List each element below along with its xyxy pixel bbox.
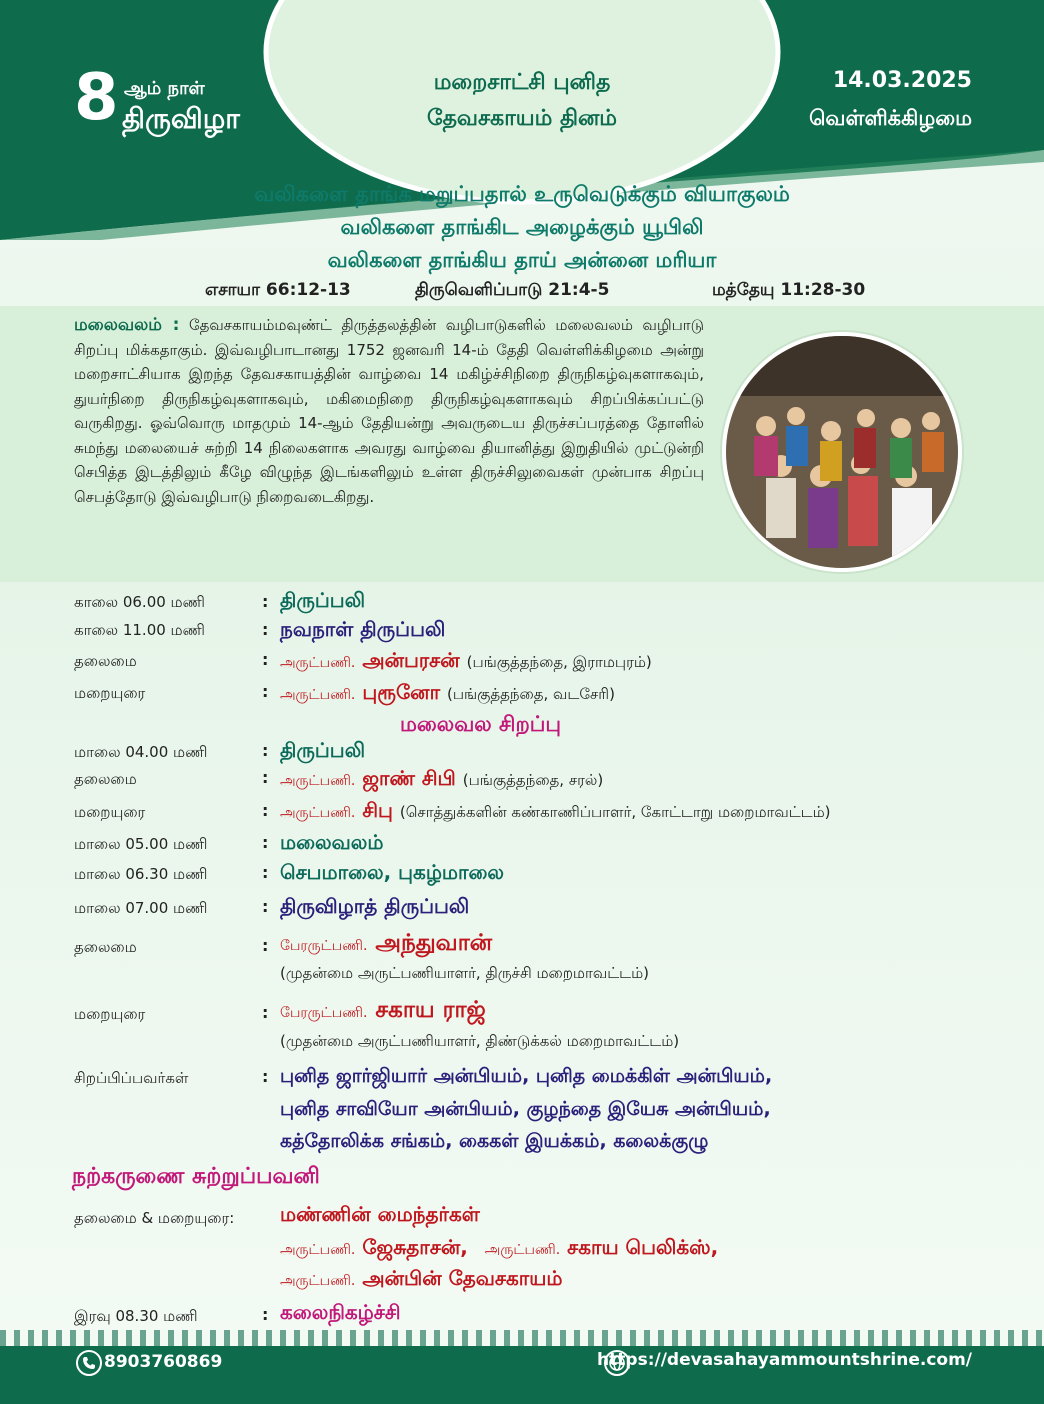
schedule-time: காலை 11.00 மணி [74,621,205,639]
clergy-name: சிபு [362,798,393,822]
role-label: மறையுரை [74,684,146,702]
phone-icon [76,1350,102,1376]
participants-line: கத்தோலிக்க சங்கம், கைகள் இயக்கம், கலைக்குழு [280,1130,709,1152]
schedule-time: மாலை 05.00 மணி [74,835,208,853]
phone-number[interactable]: 8903760869 [104,1352,223,1372]
colon: : [262,1067,269,1086]
schedule-time: மாலை 07.00 மணி [74,899,208,917]
celebrants-group: மண்ணின் மைந்தர்கள் [280,1202,480,1226]
scripture-ref-1: எசாயா 66:12-13 [205,280,351,300]
clergy-name: புரூனோ [362,680,441,704]
participants-line: புனித ஜார்ஜியார் அன்பியம், புனித மைக்கிள் அன்பியம், [280,1065,773,1087]
celebrant-entry [280,648,652,675]
clergy-name: அந்துவான் [375,930,493,956]
clergy-name: அன்பின் தேவசகாயம் [362,1266,563,1290]
role-label: தலைமை & மறையுரை: [74,1209,235,1227]
day-suffix: ஆம் நாள் [124,78,205,99]
colon: : [262,650,269,669]
intro-paragraph [74,313,704,509]
eucharistic-procession-heading: நற்கருணை சுற்றுப்பவனி [72,1164,320,1189]
clergy-title: அருட்பணி. [280,655,356,671]
colon: : [262,863,269,882]
footer-divider [0,1330,1044,1346]
clergy-title: அருட்பணி. [280,773,356,789]
website-link[interactable]: https://devasahayammountshrine.com/ [597,1350,972,1370]
festival-title: திருவிழா [122,102,240,135]
colon: : [262,592,269,611]
colon: : [262,620,269,639]
clergy-note: (முதன்மை அருட்பணியாளர், திண்டுக்கல் மறைமாவட்டம்) [280,1032,680,1050]
clergy-title: அருட்பணி. [280,1242,356,1258]
schedule-event: நவநாள் திருப்பலி [280,617,446,641]
role-label: தலைமை [74,770,137,788]
clergy-note: (சொத்துக்களின் கண்காணிப்பாளர், கோட்டாறு மறைமாவட்டம்) [399,803,831,821]
clergy-title: அருட்பணி. [280,805,356,821]
role-label: தலைமை [74,938,137,956]
theme-line3: வலிகளை தாங்கிய தாய் அன்னை மரியா [327,248,717,272]
schedule-time: மாலை 06.30 மணி [74,865,208,883]
colon: : [262,768,269,787]
celebrant-entry [280,1266,563,1293]
clergy-note: (பங்குத்தந்தை, வடசேரி) [447,685,615,703]
clergy-note: (பங்குத்தந்தை, இராமபுரம்) [466,653,652,671]
clergy-note: (பங்குத்தந்தை, சரல்) [462,771,604,789]
clergy-title: அருட்பணி. [280,687,356,703]
day-number: 8 [74,61,119,135]
theme-line1: வலிகளை தாங்க மறுப்பதால் உருவெடுக்கும் வியாகுலம் [254,182,790,206]
schedule-time: இரவு 08.30 மணி [74,1307,198,1325]
clergy-note: (முதன்மை அருட்பணியாளர், திருச்சி மறைமாவட்டம்) [280,964,649,982]
celebrant-entry [280,930,492,959]
role-label: மறையுரை [74,1005,146,1023]
colon: : [262,682,269,701]
clergy-name: ஜாண் சிபி [362,766,456,790]
role-label: மறையுரை [74,803,146,821]
special-section-heading: மலைவல சிறப்பு [400,712,562,736]
event-date: 14.03.2025 [832,68,972,93]
colon: : [262,1305,269,1324]
clergy-title: பேரருட்பணி. [280,938,368,954]
role-label: சிறப்பிப்பவர்கள் [74,1069,189,1087]
colon: : [262,741,269,760]
saint-title-line1: மறைசாட்சி புனித [433,70,611,95]
schedule-event: கலைநிகழ்ச்சி [280,1300,401,1324]
schedule-time: மாலை 04.00 மணி [74,743,208,761]
schedule-time: காலை 06.00 மணி [74,593,205,611]
colon: : [262,801,269,820]
homily-entry [280,997,486,1026]
schedule-event: திருப்பலி [280,588,366,612]
procession-photo [722,332,962,572]
intro-lead: மலைவலம் : [74,315,180,335]
scripture-ref-3: மத்தேயு 11:28-30 [712,280,866,300]
colon: : [262,1003,269,1022]
saint-title-line2: தேவசகாயம் தினம் [426,106,618,131]
theme-line2: வலிகளை தாங்கிட அழைக்கும் யூபிலி [340,215,704,239]
colon: : [262,936,269,955]
intro-body: தேவசகாயம்மவுண்ட் திருத்தலத்தின் வழிபாடுகளில் மலைவலம் வழிபாடு சிறப்பு மிக்கதாகும். இவ்வழிபாடானது 1752 ஜனவரி 14-ம் தேதி வெள்ளிக்கிழமை அன்று மறைசாட்சியாக இறந்த தேவசகாயத்தின் வாழ்வை 14 மகிழ்ச்சிநிறை திருநிகழ்வுகளாகவும், துயர்நிறை திருநிகழ்வுகளாகவும், மகிமைநிறை திருநிகழ்வுகளாகவும் சிறப்பிக்கப்பட்டு வருகிறது. ஓவ்வொரு மாதமும் 14-ஆம் தேதியன்று அவருடைய திருச்சப்பரத்தை தோளில் சுமந்து மலையைச் சுற்றி 14 நிலைகளாக அவரது வாழ்வை தியானித்து இறுதியில் முட்டுன்றி செபித்த இடத்திலும் கீழே விழுந்த இடங்களிலும் உள்ள திருச்சிலுவைகள் முன்பாக சிறப்பு செபத்தோடு இவ்வழிபாடு நிறைவடைகிறது. [74,316,704,506]
clergy-title: அருட்பணி. [280,1273,356,1289]
clergy-name: ஜேசுதாசன், [362,1235,468,1259]
clergy-name: அன்பரசன் [362,648,460,672]
schedule-event: மலைவலம் [280,830,384,854]
celebrant-entry [280,1235,718,1262]
homily-entry [280,798,831,825]
event-weekday: வெள்ளிக்கிழமை [809,106,972,130]
schedule-event: செபமாலை, புகழ்மாலை [280,860,504,884]
schedule-event: திருவிழாத் திருப்பலி [280,894,470,918]
colon: : [262,897,269,916]
clergy-title: பேரருட்பணி. [280,1005,368,1021]
clergy-title: அருட்பணி. [484,1242,561,1258]
schedule-event: திருப்பலி [280,738,366,762]
homily-entry [280,680,615,707]
celebrant-entry [280,766,603,793]
colon: : [262,833,269,852]
participants-line: புனித சாவியோ அன்பியம், குழந்தை இயேசு அன்பியம், [280,1098,771,1120]
role-label: தலைமை [74,652,137,670]
clergy-name: சகாய பெலிக்ஸ், [567,1235,719,1259]
scripture-ref-2: திருவெளிப்பாடு 21:4-5 [415,280,610,300]
clergy-name: சகாய ராஜ் [375,997,486,1023]
